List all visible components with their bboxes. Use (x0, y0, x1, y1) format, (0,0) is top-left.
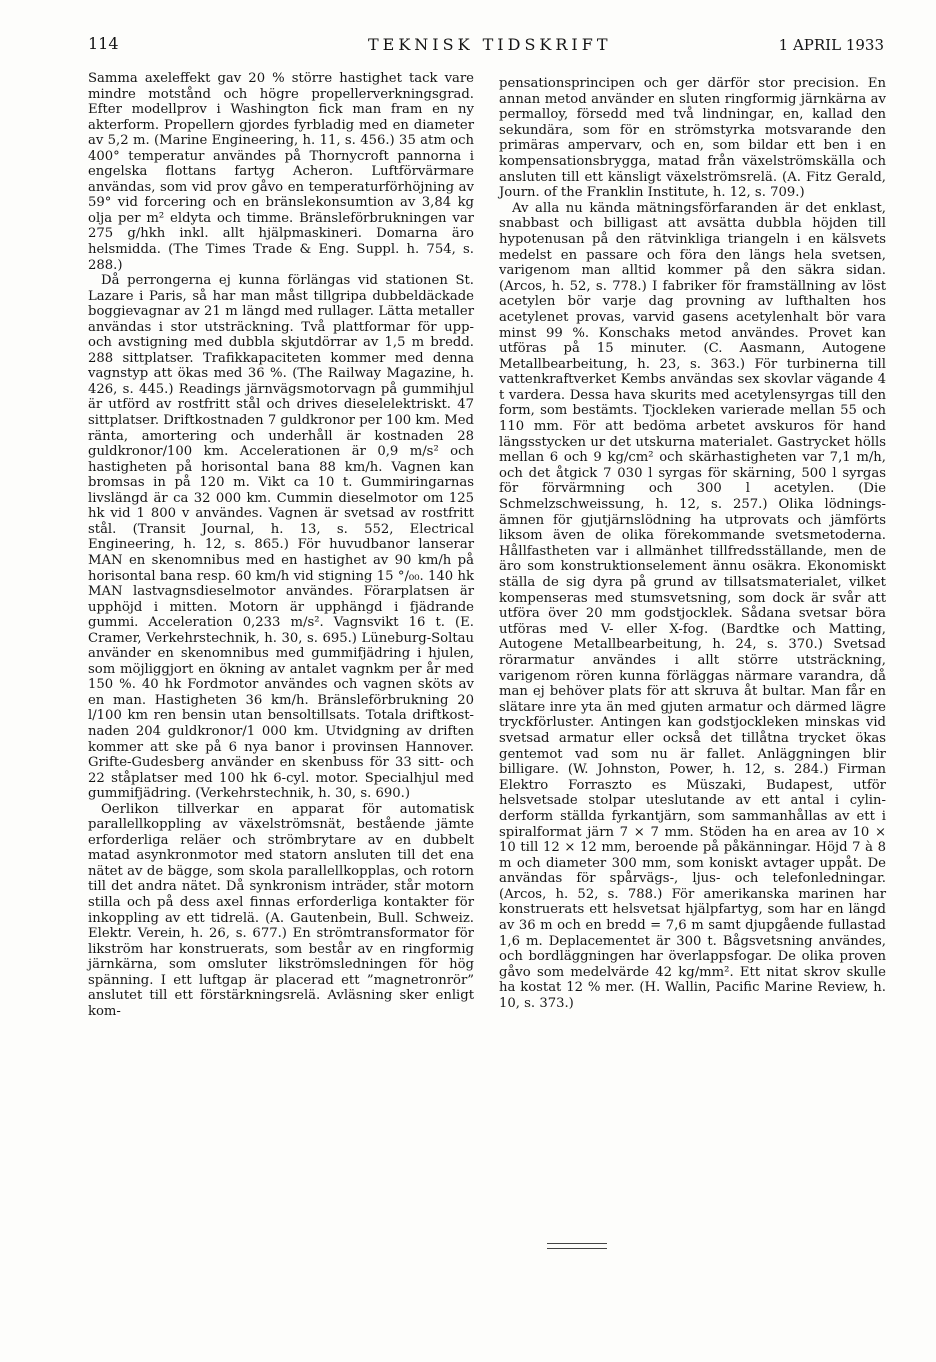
right-text-column (499, 76, 886, 1012)
left-paragraph-railway-vehicles: Då perrongerna ej kunna förlängas vid stationen St. Lazare i Paris, så har man måst tillgripa dubbeldäckade boggievagnar av 21 m längd med rullager. Lätta metaller användas i stor utsträckning. Två plattformar för upp- och avstigning med dubbla skjutdörrar av 1,5 m bredd. 288 sittplatser. Trafikkapaciteten kommer med denna vagnstyp att ökas med 36 %. (The Railway Magazine, h. 426, s. 445.) Readings järnvägsmotorvagn på gummihjul är utförd av rostfritt stål och drives dieselelektriskt. 47 sittplatser. Driftkostnaden 7 guldkronor per 100 km. Med ränta, amortering och underhåll är kostnaden 28 guldkronor/100 km. Accelerationen är 0,9 m/s² och hastigheten på horisontal bana 88 km/h. Vagnen kan bromsas in på 120 m. Vikt ca 10 t. Gummiringarnas livslängd är ca 32 000 km. Cummin dieselmotor om 125 hk vid 1 800 v användes. Vagnen är svetsad av rostfritt stål. (Transit Journal, h. 13, s. 552, Electrical Engineering, h. 12, s. 865.) För huvudbanor lanserar MAN en skenomnibus med en hastighet av 90 km/h på horisontal bana resp. 60 km/h vid stigning 15 °/₀₀. 140 hk MAN lastvagnsdieselmotor användes. Förarplatsen är upphöjd i mitten. Motorn är upphängd i fjädrande gummi. Acceleration 0,233 m/s². Vagnsvikt 16 t. (E. Cramer, Verkehrstechnik, h. 30, s. 695.) Lüneburg-Soltau använder en skenomnibus med gummifjädring i hjulen, som möjliggjort en ökning av antalet vagnkm per år med 150 %. 40 hk Fordmotor användes och vagnen sköts av en man. Hastigheten 36 km/h. Bränsleförbrukning 20 l/100 km ren bensin utan bensoltillsats. Totala driftkostnaden 204 guldkronor/1 000 km. Utvidgning av driften kommer att ske på 6 nya banor i provinsen Hannover. Grifte-Gudesberg använder en skenbuss för 33 sitt- och 22 ståplatser med 100 hk 6-cyl. motor. Specialhjul med gummifjädring. (Verkehrstechnik, h. 30, s. 690.) (88, 273, 474, 802)
left-paragraph-electrical-equipment: Oerlikon tillverkar en apparat för automatisk parallellkoppling av växelströmsnät, bestående jämte erforderliga reläer och strömbrytare av en dubbelt matad asynkronmotor med statorn ansluten till det ena nätet av de bägge, som skola parallellkopplas, och rotorn till det andra nätet. Då synkronism inträder, står motorn stilla och på dess axel finnas erforderliga kontakter för inkoppling av ett tidrelä. (A. Gautenbein, Bull. Schweiz. Elektr. Verein, h. 26, s. 677.) En strömtransformator för likström har konstruerats, som består av en ringformig järnkärna, som omsluter likströmsledningen för hög spänning. I ett luftgap är placerad ett ”magnetronrör” anslutet till ett förstärkningsrelä. Avläsning sker enligt kom- (88, 801, 474, 1019)
issue-date: 1 APRIL 1933 (778, 36, 884, 54)
page-number: 114 (88, 34, 119, 53)
article-end-rule (547, 1243, 607, 1249)
page-header (88, 34, 884, 60)
right-paragraph-current-measurement: pensationsprincipen och ger därför stor precision. En annan metod använder en sluten ringformig järnkärna av permalloy, försedd med två lindningar, en, kallad den sekundära, som för en strömstyrka motsvarande den primäras ampervarv, och en, som bildar ett ben i en kompensationsbrygga, matad från växelströmskälla och ansluten till ett känsligt växelströmsrelä. (A. Fitz Gerald, Journ. of the Franklin Institute, h. 12, s. 709.) (499, 76, 886, 201)
left-text-column (88, 71, 474, 1019)
right-paragraph-welding-methods: Av alla nu kända mätningsförfaranden är det enklast, snabbast och billigast att avsätta dubbla höjden till hypotenusan på den rätvinkliga triangeln i en kälsvets medelst en passare och föra den längs hela svetsen, varigenom man alltid kommer på den säkra sidan. (Arcos, h. 52, s. 778.) I fabriker för framställning av löst acetylen bör varje dag provning av lufthalten hos acetylenet provas, varvid gasens acetylenhalt bör vara minst 99 %. Konschaks metod användes. Provet kan utföras på 15 minuter. (C. Aasmann, Autogene Metallbearbeitung, h. 23, s. 363.) För turbinerna till vattenkraftverket Kembs användas sex skovlar vägande 4 t vardera. Dessa hava skurits med acetylensyrgas till den form, som bestämts. Tjockleken varierade mellan 55 och 110 mm. För att bedöma arbetet avskuros för hand längsstycken ur det utskurna materialet. Gastrycket hölls mellan 6 och 9 kg/cm² och skärhastigheten var 7,1 m/h, och det åtgick 7 030 l syrgas för skärning, 500 l syrgas för förvärmning och 300 l acetylen. (Die Schmelzschweissung, h. 12, s. 257.) Olika lödningsämnen för gjutjärnslödning ha utprovats och jämförts liksom även de olika förekommande svetsmetoderna. Hållfastheten var i allmänhet tillfredsställande, men de äro som konstruktionselement ännu osäkra. Ekonomiskt ställa de sig dyra på grund av tillsatsmaterialet, vilket kompenseras med stumsvetsning, som dock är svår att utföra över 20 mm godstjocklek. Sådana svetsar böra utföras med V- eller X-fog. (Bardtke och Matting, Autogene Metallbearbeitung, h. 24, s. 370.) Svetsad rörarmatur användes i allt större utsträckning, varigenom rören kunna förläggas närmare varandra, då man ej behöver plats för att skruva åt bultar. Man får en slätare inre yta än med gjuten armatur och därmed lägre tryckförluster. Antingen kan godstjockleken minskas vid svetsad armatur eller också det tillåtna trycket ökas gentemot vad som nu är fallet. Anläggningen blir billigare. (W. Johnston, Power, h. 12, s. 284.) Firman Elektro Forraszto es Müszaki, Budapest, utför helsvetsade stolpar uteslutande av ett antal i cylinderform ställda fyrkantjärn, som sammanhållas av ett i spiralformat järn 7 × 7 mm. Stöden ha en area av 10 × 10 till 12 × 12 mm, beroende på påkänningar. Höjd 7 à 8 m och diameter 300 mm, som koniskt avtager uppåt. De användas för spårvägs-, ljus- och telefonledningar. (Arcos, h. 52, s. 788.) För amerikanska marinen har konstruerats ett helsvetsat hjälpfartyg, som har en längd av 36 m och en bredd = 7,6 m samt djupgående fullastad 1,6 m. Deplacementet är 300 t. Bågsvetsning användes, och bordläggningen har överlappsfogar. De olika proven gåvo som medelvärde 42 kg/mm². Ett nitat skrov skulle ha kostat 12 % mer. (H. Wallin, Pacific Marine Review, h. 10, s. 373.) (499, 200, 886, 1012)
journal-title: TEKNISK TIDSKRIFT (368, 35, 612, 54)
left-paragraph-marine-engineering: Samma axeleffekt gav 20 % större hastighet tack vare mindre motstånd och högre propellerverkningsgrad. Efter modellprov i Washington fick man fram en ny akterform. Propellern gjordes fyrbladig med en diameter av 5,2 m. (Marine Engineering, h. 11, s. 456.) 35 atm och 400° temperatur användes på Thornycroft pannorna i engelska flottans fartyg Acheron. Luftförvärmare användas, som vid prov gåvo en temperaturförhöjning av 59° vid forcering och en bränslekonsumtion av 3,84 kg olja per m² eldyta och timme. Bränsleförbrukningen var 275 g/hkh inkl. allt hjälpmaskineri. Domarna äro helsmidda. (The Times Trade & Eng. Suppl. h. 754, s. 288.) (88, 71, 474, 273)
